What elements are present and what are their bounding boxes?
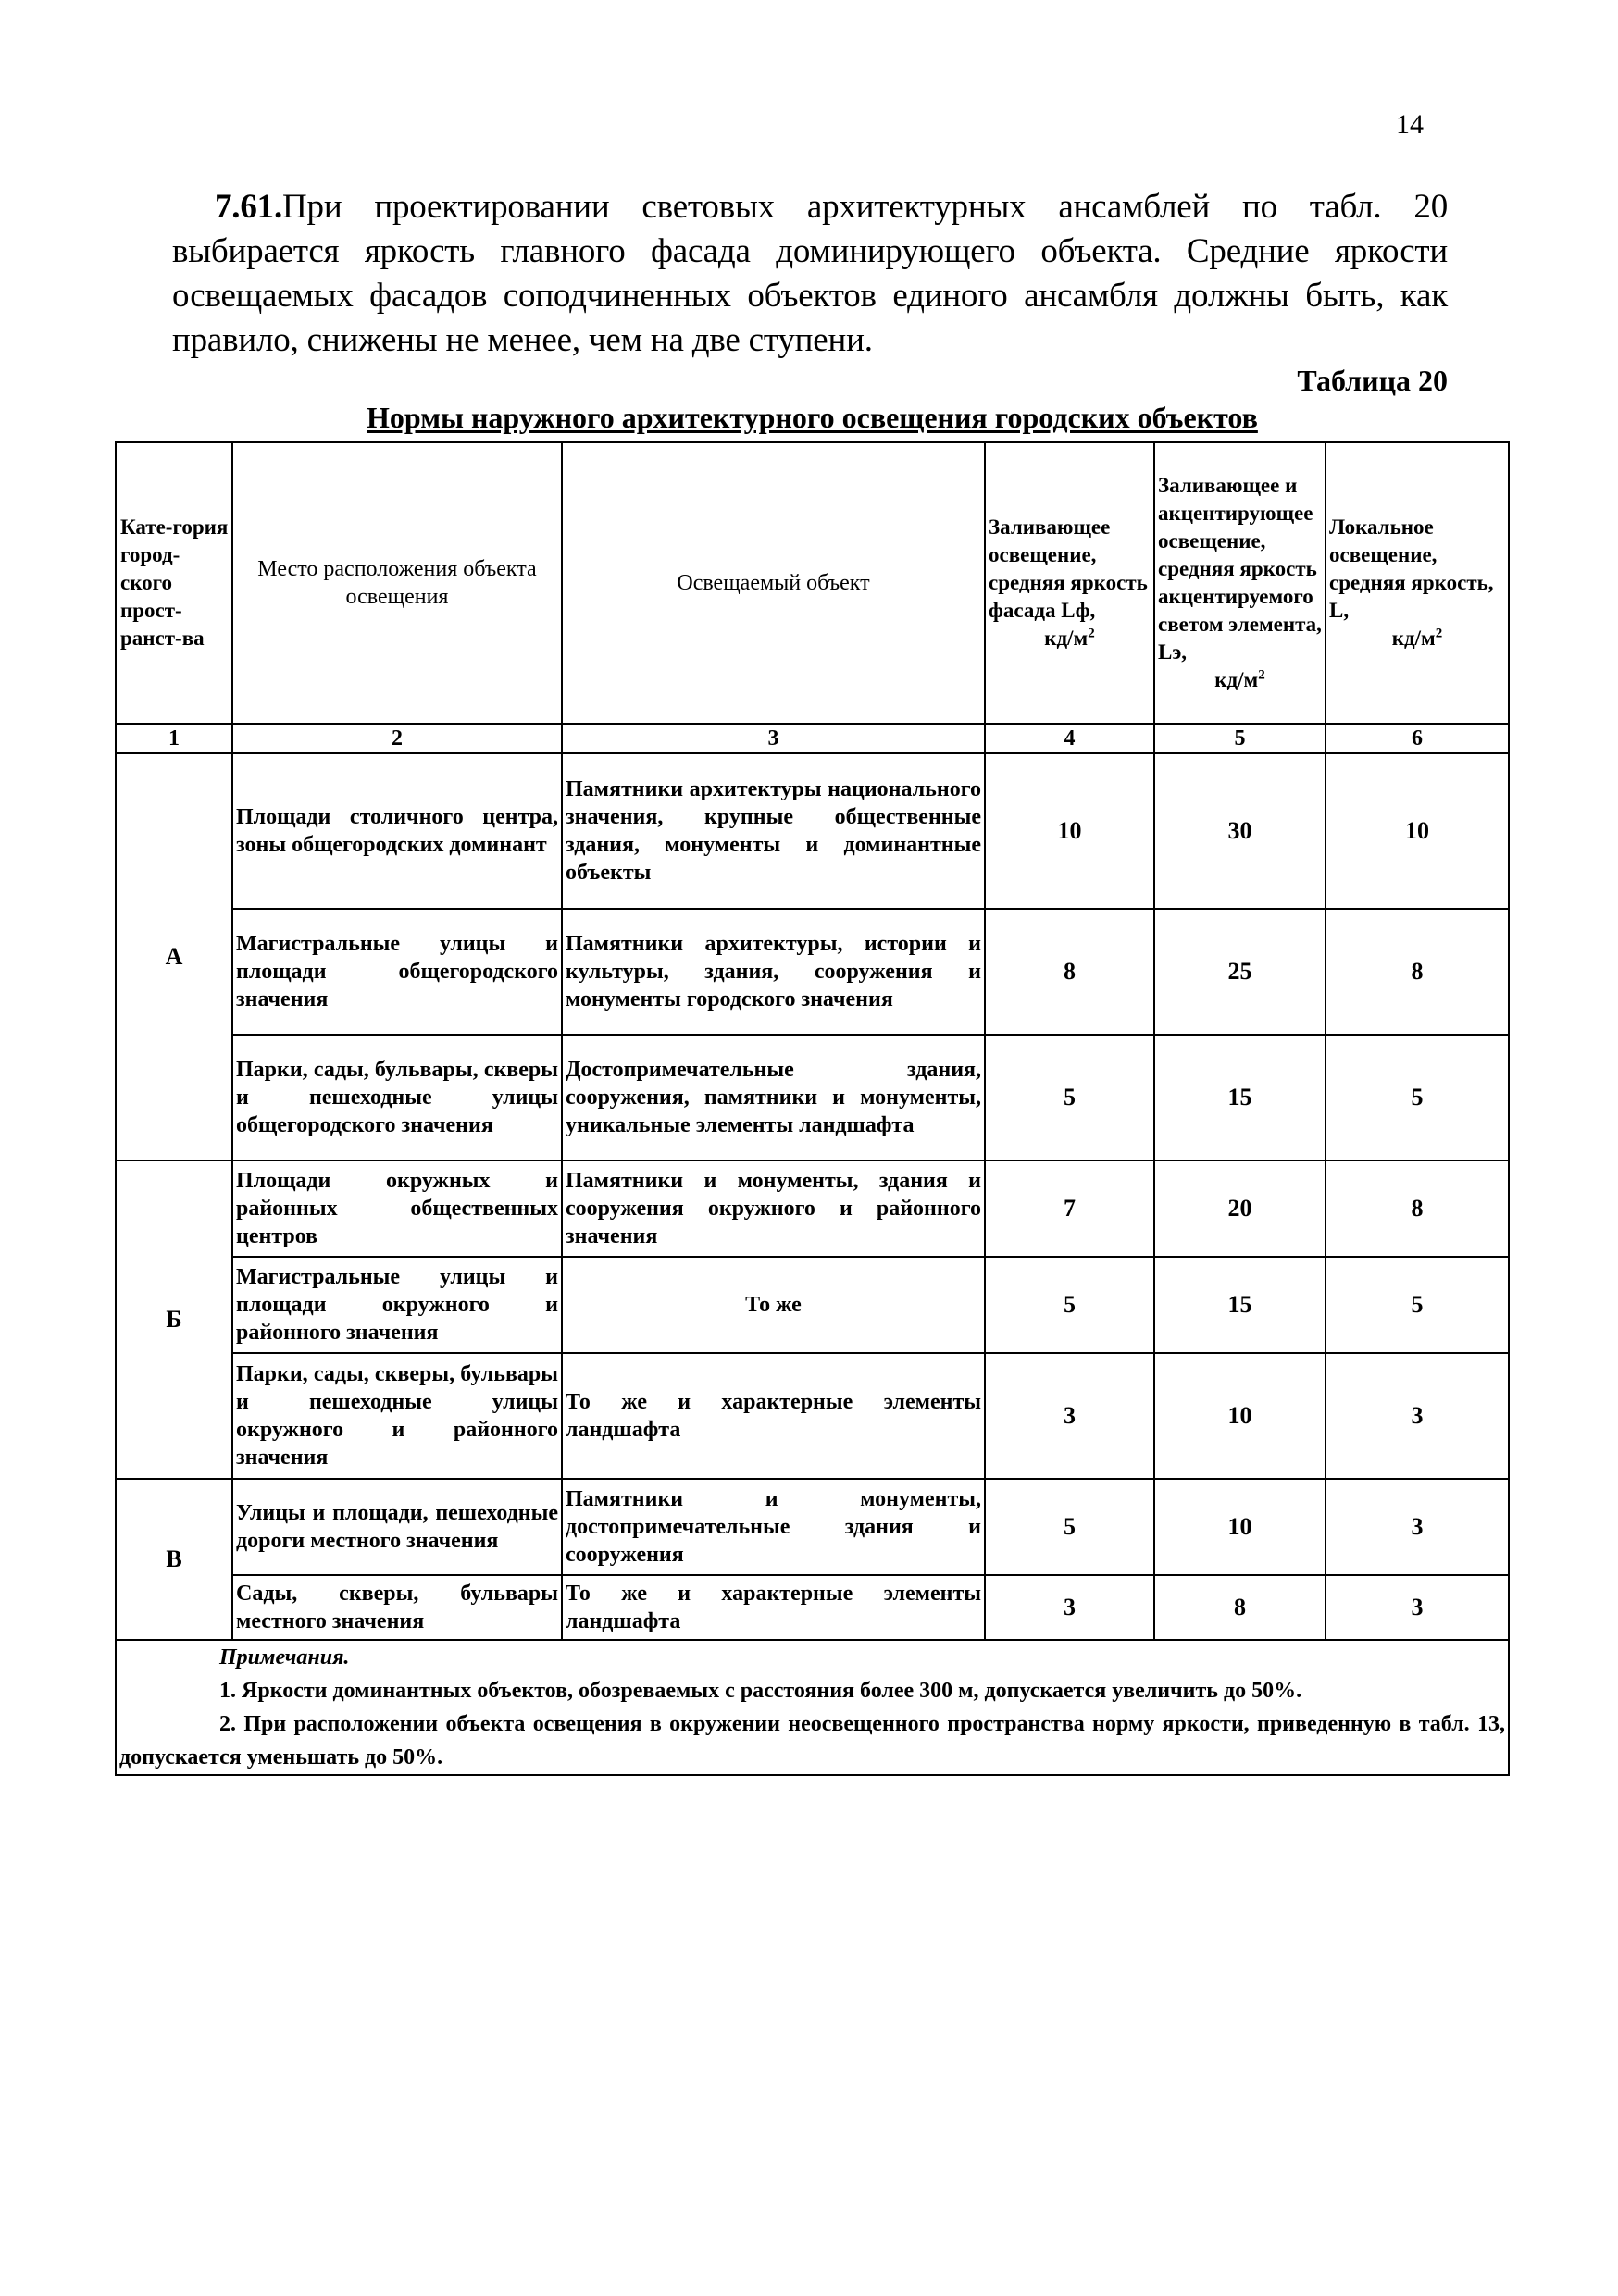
table-label: Таблица 20 xyxy=(1297,364,1448,397)
header-element-text: Заливающее и акцентирующее освещение, средняя яркость акцентируемого светом элемента, Lэ, xyxy=(1158,474,1322,664)
unit-sup: 2 xyxy=(1088,626,1095,641)
header-local-luminance xyxy=(1326,442,1509,724)
category-cell: Б xyxy=(116,1160,232,1479)
local-value: 3 xyxy=(1326,1353,1509,1479)
element-value: 10 xyxy=(1154,1479,1326,1575)
intro-paragraph xyxy=(172,185,1448,363)
notes-row xyxy=(116,1640,1509,1775)
header-place-text: Место расположения объекта освещения xyxy=(257,557,537,609)
notes-cell xyxy=(116,1640,1509,1775)
place-cell: Площади окружных и районных общественных центров xyxy=(232,1160,562,1257)
local-value: 10 xyxy=(1326,753,1509,909)
intro-text: При проектировании световых архитектурных ансамблей по табл. 20 выбирается яркость главного фасада доминирующего объекта. Средние яркости освещаемых фасадов соподчиненных объектов единого ансамбля должны быть, как правило, снижены не менее, чем на две ступени. xyxy=(172,188,1448,359)
element-value: 20 xyxy=(1154,1160,1326,1257)
table-row xyxy=(116,1353,1509,1479)
header-object xyxy=(562,442,985,724)
header-object-text: Освещаемый объект xyxy=(677,571,870,595)
header-category-text: Кате-гория город-ского прост-ранст-ва xyxy=(120,515,229,650)
column-number: 1 xyxy=(116,724,232,753)
object-cell: Достопримечательные здания, сооружения, памятники и монументы, уникальные элементы ландшафта xyxy=(562,1035,985,1160)
facade-value: 10 xyxy=(985,753,1154,909)
place-cell: Площади столичного центра, зоны общегородских доминант xyxy=(232,753,562,909)
place-cell: Улицы и площади, пешеходные дороги местного значения xyxy=(232,1479,562,1575)
note-item: 2. При расположении объекта освещения в окружении неосвещенного пространства норму яркости, приведенную в табл. 13, допускается уменьшать до 50%. xyxy=(119,1712,1505,1769)
unit-label xyxy=(1329,625,1505,652)
category-cell: А xyxy=(116,753,232,1160)
element-value: 10 xyxy=(1154,1353,1326,1479)
local-value: 8 xyxy=(1326,1160,1509,1257)
element-value: 8 xyxy=(1154,1575,1326,1640)
column-number: 3 xyxy=(562,724,985,753)
column-number-row xyxy=(116,724,1509,753)
object-cell: То же xyxy=(562,1257,985,1353)
table-row xyxy=(116,1035,1509,1160)
facade-value: 5 xyxy=(985,1479,1154,1575)
header-place xyxy=(232,442,562,724)
table-row xyxy=(116,909,1509,1035)
unit-sup: 2 xyxy=(1258,667,1265,683)
facade-value: 8 xyxy=(985,909,1154,1035)
intro-text-block xyxy=(172,185,1448,363)
table-row xyxy=(116,1257,1509,1353)
facade-value: 3 xyxy=(985,1575,1154,1640)
object-cell: Памятники и монументы, здания и сооружения окружного и районного значения xyxy=(562,1160,985,1257)
facade-value: 5 xyxy=(985,1257,1154,1353)
local-value: 3 xyxy=(1326,1479,1509,1575)
note-item: 1. Яркости доминантных объектов, обозреваемых с расстояния более 300 м, допускается увеличить до 50%. xyxy=(219,1679,1302,1703)
unit-text: кд/м xyxy=(1044,627,1089,650)
header-element-luminance xyxy=(1154,442,1326,724)
norms-table xyxy=(115,441,1510,1776)
element-value: 30 xyxy=(1154,753,1326,909)
object-cell: Памятники архитектуры, истории и культуры, здания, сооружения и монументы городского значения xyxy=(562,909,985,1035)
unit-text: кд/м xyxy=(1214,668,1259,691)
unit-label xyxy=(1158,666,1322,694)
element-value: 25 xyxy=(1154,909,1326,1035)
local-value: 8 xyxy=(1326,909,1509,1035)
header-facade-luminance xyxy=(985,442,1154,724)
header-row xyxy=(116,442,1509,724)
column-number: 2 xyxy=(232,724,562,753)
column-number: 4 xyxy=(985,724,1154,753)
facade-value: 3 xyxy=(985,1353,1154,1479)
column-number: 5 xyxy=(1154,724,1326,753)
table-row xyxy=(116,1160,1509,1257)
object-cell: Памятники архитектуры национального значения, крупные общественные здания, монументы и доминантные объекты xyxy=(562,753,985,909)
notes-title: Примечания. xyxy=(219,1645,350,1669)
local-value: 3 xyxy=(1326,1575,1509,1640)
table-row xyxy=(116,753,1509,909)
header-facade-text: Заливающее освещение, средняя яркость фасада Lф, xyxy=(989,515,1148,622)
element-value: 15 xyxy=(1154,1257,1326,1353)
object-cell: Памятники и монументы, достопримечательные здания и сооружения xyxy=(562,1479,985,1575)
local-value: 5 xyxy=(1326,1035,1509,1160)
object-cell: То же и характерные элементы ландшафта xyxy=(562,1575,985,1640)
category-cell: В xyxy=(116,1479,232,1640)
facade-value: 5 xyxy=(985,1035,1154,1160)
table-row xyxy=(116,1575,1509,1640)
element-value: 15 xyxy=(1154,1035,1326,1160)
header-local-text: Локальное освещение, средняя яркость, L, xyxy=(1329,515,1494,622)
page-number: 14 xyxy=(1396,109,1424,140)
place-cell: Сады, скверы, бульвары местного значения xyxy=(232,1575,562,1640)
object-cell: То же и характерные элементы ландшафта xyxy=(562,1353,985,1479)
local-value: 5 xyxy=(1326,1257,1509,1353)
place-cell: Магистральные улицы и площади общегородского значения xyxy=(232,909,562,1035)
clause-number: 7.61. xyxy=(215,188,283,226)
table-row xyxy=(116,1479,1509,1575)
header-category xyxy=(116,442,232,724)
place-cell: Парки, сады, скверы, бульвары и пешеходные улицы окружного и районного значения xyxy=(232,1353,562,1479)
facade-value: 7 xyxy=(985,1160,1154,1257)
unit-label xyxy=(989,625,1151,652)
place-cell: Магистральные улицы и площади окружного и районного значения xyxy=(232,1257,562,1353)
place-cell: Парки, сады, бульвары, скверы и пешеходные улицы общегородского значения xyxy=(232,1035,562,1160)
unit-text: кд/м xyxy=(1391,627,1436,650)
unit-sup: 2 xyxy=(1435,626,1443,641)
column-number: 6 xyxy=(1326,724,1509,753)
table-title: Нормы наружного архитектурного освещения городских объектов xyxy=(367,401,1258,434)
